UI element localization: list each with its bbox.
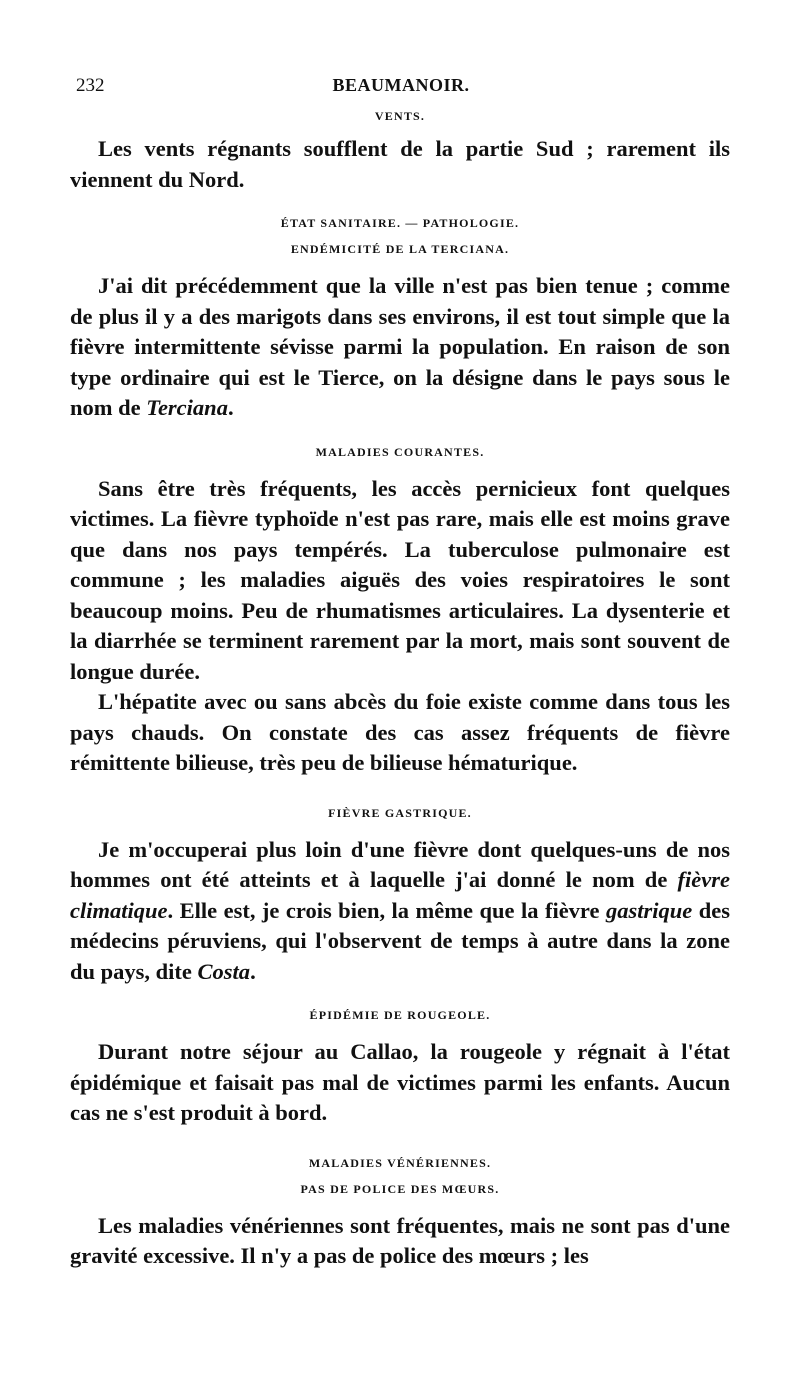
paragraph-rougeole: Durant notre séjour au Callao, la rougeole y régnait à l'état épidémique et faisait pas mal de victimes parmi les enfants. Aucun cas ne s'est produit à bord.	[70, 1039, 730, 1125]
heading-maladies-courantes: MALADIES COURANTES.	[315, 444, 485, 459]
paragraph-maladies-courantes-1: Sans être très fréquents, les accès pernicieux font quelques victimes. La fièvre typhoïde n'est pas rare, mais elle est moins grave que dans nos pays tempérés. La tuberculose pulmonaire est commune ; les maladies aiguës des voies respiratoires le sont beaucoup moins. Peu de rhumatismes articulaires. La dysenterie et la diarrhée se terminent rarement par la mort, mais sont souvent de longue durée.	[70, 475, 730, 684]
heading-maladies-veneriennes: MALADIES VÉNÉRIENNES.	[308, 1155, 492, 1170]
term-terciana: Terciana	[146, 395, 228, 420]
fg-text-4: .	[250, 958, 256, 984]
paragraph-maladies-courantes-2: L'hépatite avec ou sans abcès du foie existe comme dans tous les pays chauds. On constate des cas assez fréquents de fièvre rémittente bilieuse, très peu de bilieuse hématurique.	[70, 689, 730, 775]
heading-fievre-gastrique: FIÈVRE GASTRIQUE.	[328, 805, 472, 820]
heading-vents: VENTS.	[374, 109, 426, 123]
term-fievre-climatique: fièvre climatique	[70, 867, 730, 923]
fg-text-3: des médecins péruviens, qui l'observent de temps à autre dans la zone du pays, dite	[70, 897, 730, 984]
heading-etat-sanitaire: ÉTAT SANITAIRE. — PATHOLOGIE.	[280, 216, 520, 230]
page-content	[70, 108, 730, 1272]
fg-text-1: Je m'occuperai plus loin d'une fièvre dont quelques-uns de nos hommes ont été atteints et à laquelle j'ai donné le nom de	[70, 836, 730, 892]
paragraph-vents: Les vents régnants soufflent de la partie Sud ; rarement ils viennent du Nord.	[70, 136, 730, 192]
subheading-police-moeurs: PAS DE POLICE DES MŒURS.	[300, 1181, 500, 1196]
paragraph-veneriennes: Les maladies vénériennes sont fréquentes, mais ne sont pas d'une gravité excessive. Il n'y a pas de police des mœurs ; les	[70, 1212, 730, 1268]
subheading-endemicite: ENDÉMICITÉ DE LA TERCIANA.	[290, 242, 510, 256]
running-title: BEAUMANOIR.	[332, 75, 470, 95]
paragraph-terciana-text: J'ai dit précédemment que la ville n'est pas bien tenue ; comme de plus il y a des marigots dans ses environs, il est tout simple que la fièvre intermittente sévisse parmi la population. En raison de son type ordinaire qui est le Tierce, on la désigne dans le pays sous le nom de	[70, 273, 730, 420]
term-gastrique: gastrique	[605, 897, 693, 923]
paragraph-terciana-end: .	[227, 395, 234, 420]
term-costa: Costa	[197, 958, 251, 984]
paragraph-fievre-gastrique	[70, 835, 730, 988]
page-number: 232	[76, 75, 105, 96]
running-head	[76, 75, 726, 101]
fg-text-2: . Elle est, je crois bien, la même que la fièvre	[167, 897, 606, 923]
paragraph-terciana	[70, 271, 730, 424]
heading-rougeole: ÉPIDÉMIE DE ROUGEOLE.	[309, 1008, 491, 1022]
